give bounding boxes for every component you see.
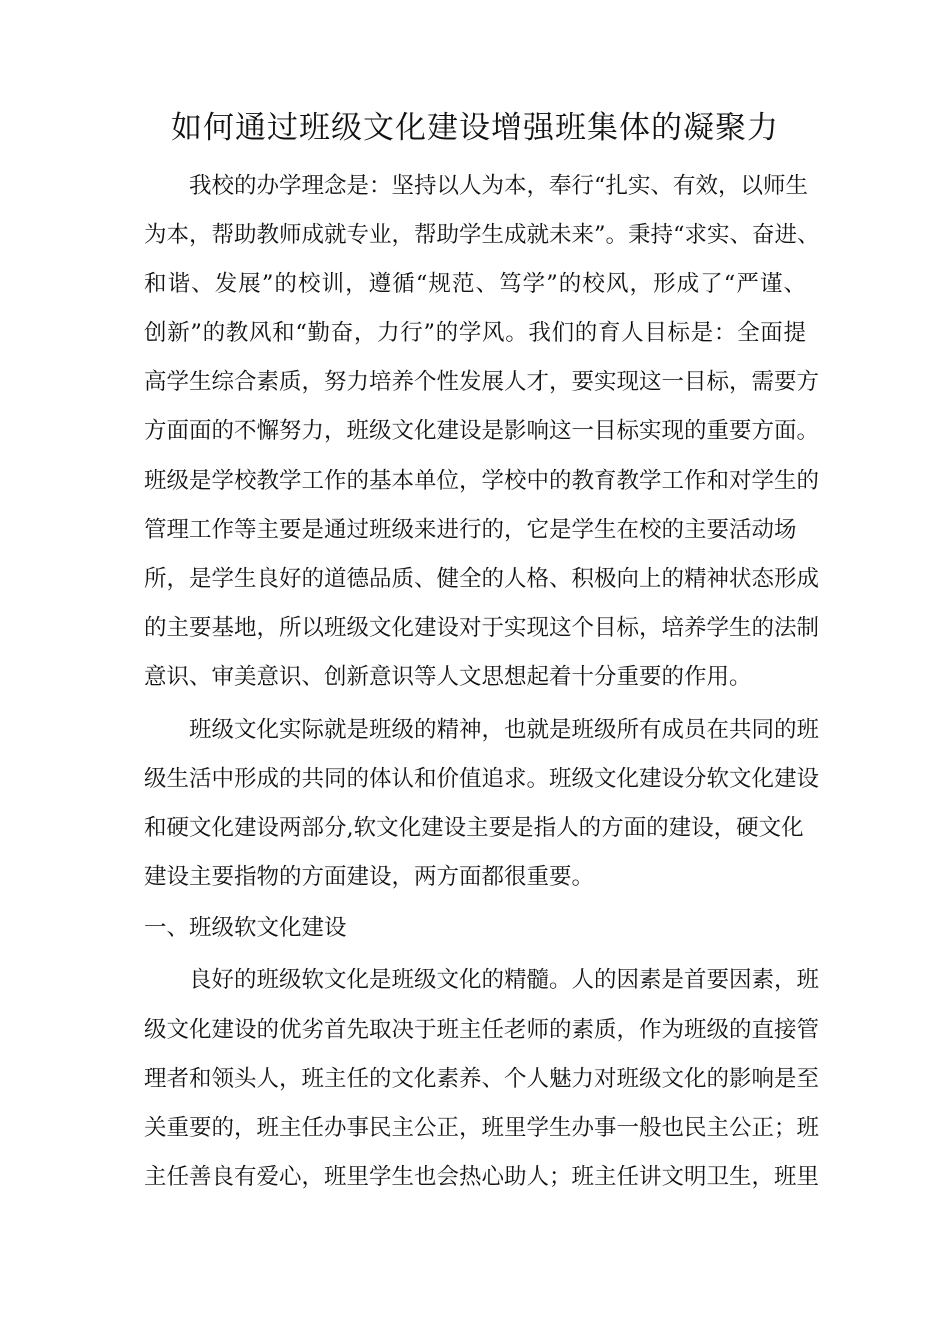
text-line-10: 的主要基地，所以班级文化建设对于实现这个目标，培养学生的法制 (144, 615, 820, 641)
text-line-11: 意识、审美意识、创新意识等人文思想起着十分重要的作用。 (144, 664, 752, 690)
text-line-15: 建设主要指物的方面建设，两方面都很重要。 (144, 864, 595, 890)
section-heading: 一、班级软文化建设 (144, 915, 347, 941)
text-line-18: 级文化建设的优劣首先取决于班主任老师的素质，作为班级的直接管 (144, 1017, 820, 1043)
text-line-3: 和谐、发展”的校训，遵循“规范、笃学”的校风，形成了“严谨、 (144, 271, 806, 297)
text-line-20: 关重要的，班主任办事民主公正，班里学生办事一般也民主公正；班 (144, 1115, 820, 1141)
text-line-1: 我校的办学理念是：坚持以人为本，奉行“扎实、有效，以师生 (189, 173, 809, 199)
text-line-17: 良好的班级软文化是班级文化的精髓。人的因素是首要因素，班 (189, 967, 820, 993)
text-line-13: 级生活中形成的共同的体认和价值追求。班级文化建设分软文化建设 (144, 766, 820, 792)
text-line-19: 理者和领头人，班主任的文化素养、个人魅力对班级文化的影响是至 (144, 1066, 820, 1092)
text-line-14: 和硬文化建设两部分,软文化建设主要是指人的方面的建设，硬文化 (144, 815, 804, 841)
text-line-2: 为本，帮助教师成就专业，帮助学生成就未来”。秉持“求实、奋进、 (144, 222, 820, 248)
text-line-6: 方面面的不懈努力，班级文化建设是影响这一目标实现的重要方面。 (144, 418, 820, 444)
text-line-21: 主任善良有爱心，班里学生也会热心助人；班主任讲文明卫生，班里 (144, 1164, 820, 1190)
text-line-7: 班级是学校教学工作的基本单位，学校中的教育教学工作和对学生的 (144, 468, 820, 494)
text-line-4: 创新”的教风和“勤奋，力行”的学风。我们的育人目标是：全面提 (144, 320, 806, 346)
text-line-12: 班级文化实际就是班级的精神，也就是班级所有成员在共同的班 (189, 717, 820, 743)
text-line-8: 管理工作等主要是通过班级来进行的，它是学生在校的主要活动场 (144, 517, 797, 543)
text-line-9: 所，是学生良好的道德品质、健全的人格、积极向上的精神状态形成 (144, 566, 820, 592)
text-line-5: 高学生综合素质，努力培养个性发展人才，要实现这一目标，需要方 (144, 369, 820, 395)
document-title: 如何通过班级文化建设增强班集体的凝聚力 (171, 110, 779, 146)
